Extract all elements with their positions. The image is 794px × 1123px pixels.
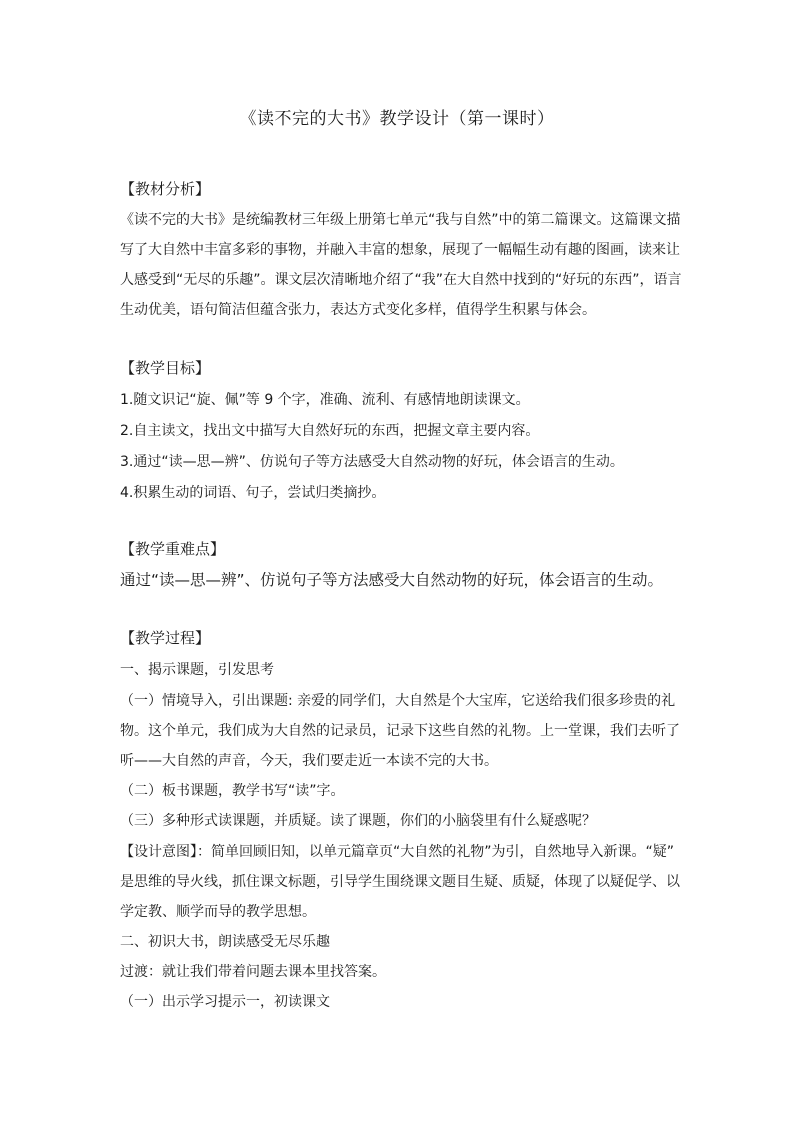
process-line: 物。这个单元，我们成为大自然的记录员，记录下这些自然的礼物。上一堂课，我们去听了 bbox=[120, 723, 680, 739]
goal-item: 3.通过“读—思—辨”、仿说句子等方法感受大自然动物的好玩，体会语言的生动。 bbox=[120, 454, 624, 470]
goal-item: 4.积累生动的词语、句子，尝试归类摘抄。 bbox=[120, 485, 386, 501]
process-line: 【设计意图】：简单回顾旧知，以单元篇章页“大自然的礼物”为引，自然地导入新课。“疑” bbox=[120, 844, 675, 860]
process-line: （二）板书课题，教学书写“读”字。 bbox=[120, 783, 345, 799]
goal-item: 1.随文识记“旋、佩”等 9 个字，准确、流利、有感情地朗读课文。 bbox=[120, 392, 530, 408]
keypoints-heading: 【教学重难点】 bbox=[120, 540, 226, 558]
goals-heading: 【教学目标】 bbox=[120, 359, 211, 377]
process-line: 是思维的导火线，抓住课文标题，引导学生围绕课文题目生疑、质疑，体现了以疑促学、以 bbox=[120, 874, 680, 890]
process-line: （一）情境导入，引出课题: 亲爱的同学们，大自然是个大宝库，它送给我们很多珍贵的礼 bbox=[120, 693, 676, 709]
process-line: 学定教、顺学而导的教学思想。 bbox=[120, 904, 316, 920]
analysis-heading: 【教材分析】 bbox=[120, 180, 211, 198]
analysis-line: 人感受到“无尽的乐趣”。课文层次清晰地介绍了“我”在大自然中找到的“好玩的东西”，语言 bbox=[120, 272, 682, 288]
goal-item: 2.自主读文，找出文中描写大自然好玩的东西，把握文章主要内容。 bbox=[120, 423, 540, 439]
process-line: 过渡：就让我们带着问题去课本里找答案。 bbox=[120, 964, 386, 980]
process-line: 二、初识大书，朗读感受无尽乐趣 bbox=[120, 934, 330, 950]
keypoints-text: 通过“读—思—辨”、仿说句子等方法感受大自然动物的好玩，体会语言的生动。 bbox=[120, 571, 664, 589]
process-line: 一、揭示课题，引发思考 bbox=[120, 662, 274, 678]
analysis-line: 《读不完的大书》是统编教材三年级上册第七单元“我与自然”中的第二篇课文。这篇课文描 bbox=[120, 212, 681, 228]
analysis-line: 写了大自然中丰富多彩的事物，并融入丰富的想象，展现了一幅幅生动有趣的图画，读来让 bbox=[120, 242, 680, 258]
process-line: 听——大自然的声音，今天，我们要走近一本读不完的大书。 bbox=[120, 753, 498, 769]
process-line: （三）多种形式读课题，并质疑。读了课题，你们的小脑袋里有什么疑惑呢？ bbox=[120, 813, 596, 829]
process-heading: 【教学过程】 bbox=[120, 629, 211, 647]
analysis-line: 生动优美，语句简洁但蕴含张力，表达方式变化多样，值得学生积累与体会。 bbox=[120, 302, 596, 318]
process-line: （一）出示学习提示一，初读课文 bbox=[120, 994, 330, 1010]
document-title: 《读不完的大书》教学设计（第一课时） bbox=[239, 109, 555, 129]
